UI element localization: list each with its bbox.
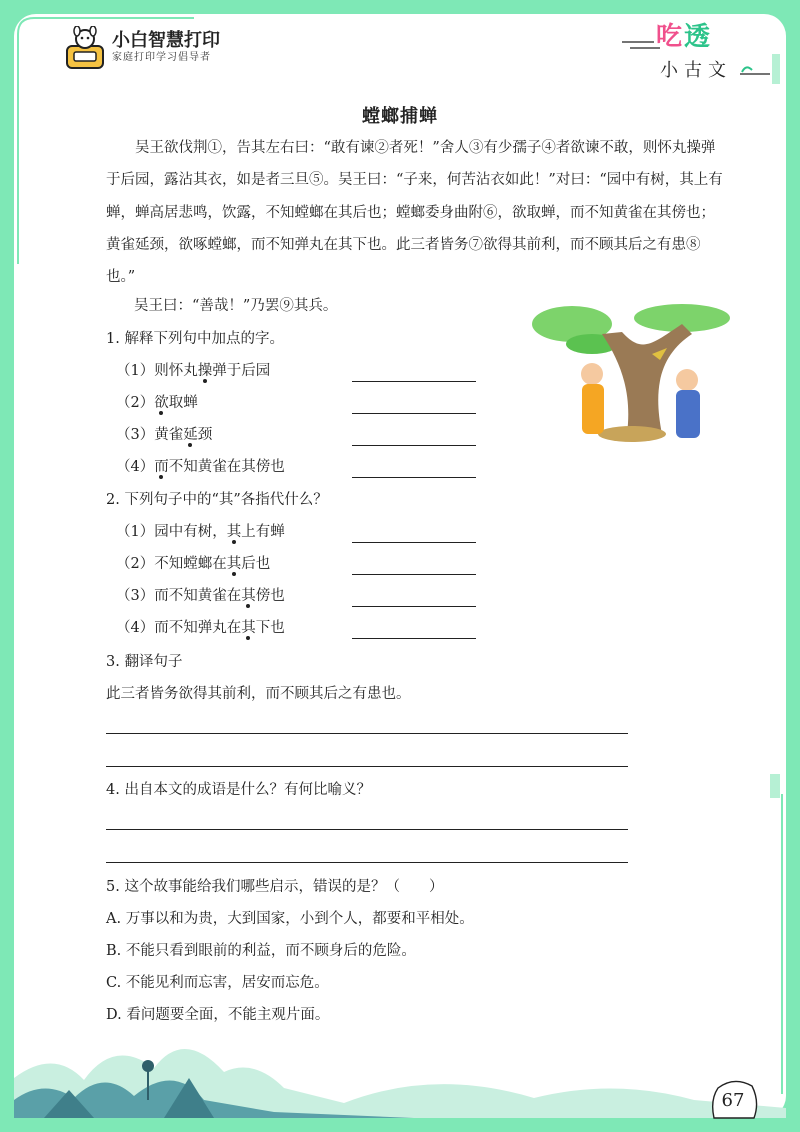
page-number: 67 [721, 1090, 745, 1111]
dotted-char: 其 [241, 588, 256, 604]
q2-item-1: （1）园中有树，其上有蝉 [116, 524, 285, 540]
dotted-char: 其 [226, 524, 242, 540]
q2-item-4: （4）而不知弹丸在其下也 [116, 620, 285, 636]
q5-option-a: A. 万事以和为贵，大到国家，小到个人，都要和平相处。 [106, 911, 474, 927]
brand-slogan: 家庭打印学习倡导者 [112, 52, 211, 63]
answer-blank[interactable] [352, 381, 476, 382]
q2-item-2: （2）不知螳螂在其后也 [116, 556, 271, 572]
item-number: （1） [116, 524, 155, 540]
answer-line[interactable] [106, 766, 628, 767]
question-1-title: 1. 解释下列句中加点的字。 [106, 331, 284, 347]
answer-blank[interactable] [352, 413, 476, 414]
series-tou: 透 [684, 22, 713, 52]
brand-name: 小白智慧打印 [112, 30, 220, 51]
item-number: （2） [116, 395, 155, 411]
dotted-char: 延 [183, 427, 198, 443]
answer-blank[interactable] [352, 542, 476, 543]
story-paragraph-2: 吴王曰：“善哉！”乃罢⑨其兵。 [134, 298, 338, 314]
q1-item-1: （1）则怀丸操弹于后园 [116, 363, 271, 379]
item-number: （4） [116, 620, 155, 636]
mountain-landscape [14, 1008, 786, 1118]
answer-line[interactable] [106, 733, 628, 734]
series-subtitle: 小古文 [660, 60, 732, 81]
item-number: （4） [116, 459, 155, 475]
question-5-title: 5. 这个故事能给我们哪些启示，错误的是？（ ） [106, 879, 444, 895]
story-paragraph-1: 吴王欲伐荆①，告其左右曰：“敢有谏②者死！”舍人③有少孺子④者欲谏不敢，则怀丸操弹于后园，露沾其衣，如是者三旦⑤。吴王曰：“子来，何苦沾衣如此！”对曰：“园中有树，其上有蝉，蝉高居悲鸣，饮露，不知螳螂在其后也；螳螂委身曲附⑥，欲取蝉，而不知黄雀在其傍也；黄雀延颈，欲啄螳螂，而不知弹丸在其下也。此三者皆务⑦欲得其前利，而不顾其后之有患⑧也。” [106, 140, 723, 286]
series-title-top [656, 16, 712, 53]
dotted-char: 操 [197, 363, 213, 379]
answer-line[interactable] [106, 829, 628, 830]
item-number: （3） [116, 427, 155, 443]
item-number: （2） [116, 556, 155, 572]
question-3-title: 3. 翻译句子 [106, 654, 183, 670]
series-logo [620, 12, 780, 82]
tree-children-illustration [532, 304, 732, 444]
brand-logo [64, 26, 220, 70]
answer-blank[interactable] [352, 445, 476, 446]
q2-item-3: （3）而不知黄雀在其傍也 [116, 588, 285, 604]
dotted-char: 欲 [154, 395, 169, 411]
dotted-char: 其 [241, 620, 256, 636]
answer-blank[interactable] [352, 606, 476, 607]
answer-blank[interactable] [352, 477, 476, 478]
dotted-char: 其 [226, 556, 242, 572]
q1-item-2: （2）欲取蝉 [116, 395, 198, 411]
logo-icon [64, 26, 106, 70]
question-2-title: 2. 下列句子中的“其”各指代什么？ [106, 492, 328, 508]
question-4-title: 4. 出自本文的成语是什么？有何比喻义？ [106, 782, 371, 798]
q1-item-4: （4）而不知黄雀在其傍也 [116, 459, 285, 475]
series-chi: 吃 [656, 22, 685, 52]
page-title: 螳螂捕蝉 [362, 106, 438, 127]
q5-option-b: B. 不能只看到眼前的利益，而不顾身后的危险。 [106, 943, 416, 959]
item-number: （1） [116, 363, 155, 379]
answer-blank[interactable] [352, 574, 476, 575]
item-number: （3） [116, 588, 155, 604]
story-text [106, 132, 726, 293]
q5-option-c: C. 不能见利而忘害，居安而忘危。 [106, 975, 329, 991]
dotted-char: 而 [154, 459, 169, 475]
q1-item-3: （3）黄雀延颈 [116, 427, 213, 443]
answer-blank[interactable] [352, 638, 476, 639]
q5-option-d: D. 看问题要全面，不能主观片面。 [106, 1007, 330, 1023]
question-3-sentence: 此三者皆务欲得其前利，而不顾其后之有患也。 [106, 686, 411, 702]
answer-line[interactable] [106, 862, 628, 863]
